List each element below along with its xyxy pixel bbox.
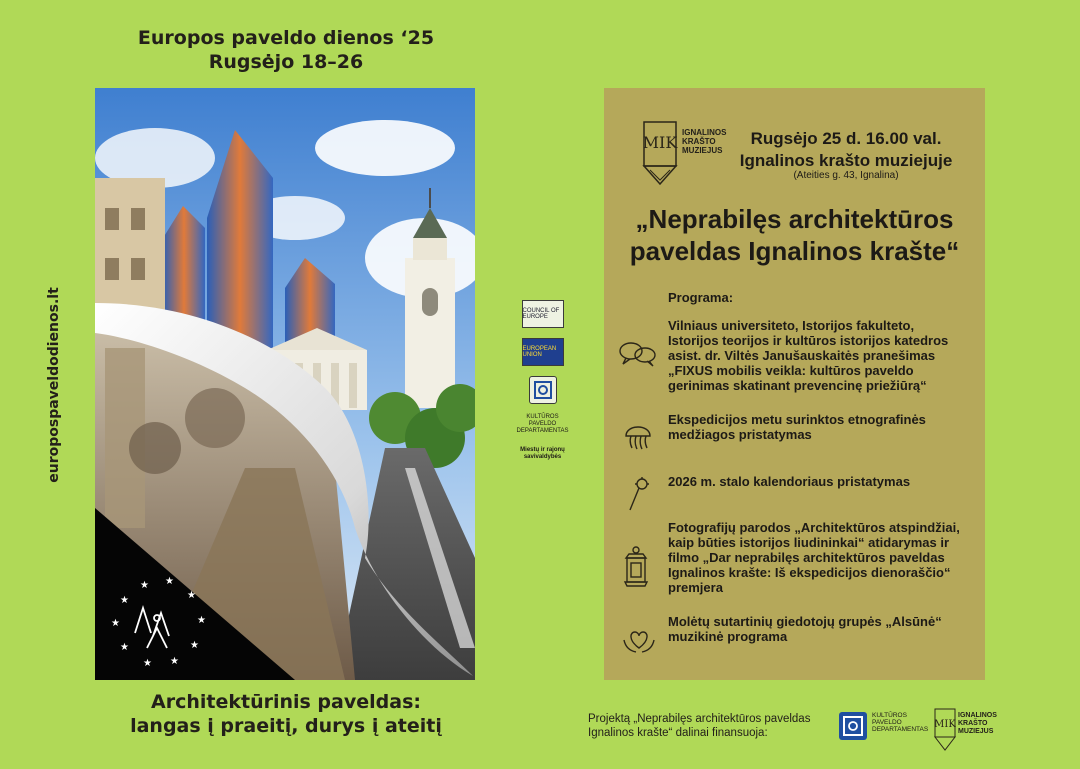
funder-mik-letters: MIK	[934, 719, 956, 730]
kpd-label: KULTŪROS PAVELDO DEPARTAMENTAS	[516, 414, 569, 434]
svg-text:★: ★	[111, 618, 120, 629]
kpd-emblem-icon	[533, 380, 553, 400]
event-venue: Ignalinos krašto muziejuje	[739, 151, 953, 170]
museum-emblem-icon	[642, 120, 678, 186]
funder-mik-line-3: MUZIEJUS	[958, 728, 994, 735]
partner-logos	[515, 300, 570, 473]
jellyfish-icon	[622, 420, 654, 457]
event-title	[604, 203, 985, 267]
event-title-line-1: „Neprabilęs architektūros	[635, 204, 954, 234]
heart-hands-icon	[622, 626, 656, 659]
program-item-calendar: 2026 m. stalo kalendoriaus pristatymas	[668, 474, 911, 489]
museum-name-line-2: KRAŠTO	[682, 137, 716, 146]
speech-bubbles-icon	[618, 340, 658, 373]
event-datetime-venue	[730, 128, 962, 172]
kpd-logo	[529, 376, 557, 404]
museum-name-line-1: IGNALINOS	[682, 128, 727, 137]
museum-name	[682, 128, 726, 155]
municipalities-label: Miestų ir rajonų savivaldybės	[520, 447, 565, 460]
museum-letters: MIK	[642, 133, 678, 152]
funder-mik-line-2: KRAŠTO	[958, 720, 988, 727]
program-item-exhibition: Fotografijų parodos „Architektūros atspindžiai, kaip būties istorijos liudininkai“ atidarymas ir filmo „Dar neprabilęs architektūros paveldas Ignalinos krašte: Iš ekspedicijos dienoraščio“ premjera	[668, 520, 960, 595]
svg-text:★: ★	[197, 615, 206, 626]
european-union-logo	[522, 338, 564, 366]
website-url-text: europospaveldodienos.lt	[46, 287, 62, 483]
theme-title	[96, 690, 476, 738]
funder-kpd-label: KULTŪROS PAVELDO DEPARTAMENTAS	[872, 712, 929, 733]
program-heading: Programa:	[668, 290, 734, 305]
svg-text:★: ★	[190, 640, 199, 651]
festival-dates: Rugsėjo 18–26	[208, 51, 364, 73]
coe-label: COUNCIL OF EUROPE	[522, 308, 560, 320]
lantern-icon	[620, 546, 652, 595]
festival-header	[96, 26, 476, 74]
theme-line-1: Architektūrinis paveldas:	[151, 691, 421, 713]
svg-text:★: ★	[170, 656, 179, 667]
funder-mik-name	[958, 712, 997, 736]
event-address: (Ateities g. 43, Ignalina)	[793, 170, 899, 181]
program-item-music: Molėtų sutartinių giedotojų grupės „Alsūnė“ muzikinė programa	[668, 614, 942, 644]
event-title-line-2: paveldas Ignalinos krašte“	[629, 236, 960, 266]
svg-text:★: ★	[187, 590, 196, 601]
svg-text:★: ★	[120, 595, 129, 606]
program-item-ethnography: Ekspedicijos metu surinktos etnografinės medžiagos pristatymas	[668, 412, 926, 442]
magic-wand-icon	[624, 476, 654, 517]
svg-text:★: ★	[140, 580, 149, 591]
funder-mik-line-1: IGNALINOS	[958, 712, 997, 719]
event-date-time: Rugsėjo 25 d. 16.00 val.	[750, 129, 942, 148]
svg-text:★: ★	[165, 576, 174, 587]
svg-text:★: ★	[120, 642, 129, 653]
poster-illustration	[95, 88, 475, 680]
funding-statement: Projektą „Neprabilęs architektūros paveldas Ignalinos krašte“ dalinai finansuoja:	[588, 713, 811, 739]
eu-label: EUROPEAN UNION	[522, 346, 557, 358]
website-url[interactable]	[34, 287, 74, 483]
council-of-europe-logo	[522, 300, 564, 328]
program-item-lecture: Vilniaus universiteto, Istorijos fakulteto, Istorijos teorijos ir kultūros istorijos katedros asist. dr. Viltės Janušauskaitės pranešimas „FIXUS mobilis veikla: kultūros paveldo gerinimas skatinant prevencinę priežiūrą“	[668, 318, 949, 393]
funder-mik-emblem-icon	[934, 708, 956, 752]
festival-name: Europos paveldo dienos ‘25	[137, 27, 435, 49]
svg-text:★: ★	[143, 658, 152, 669]
mik-logo	[642, 120, 678, 191]
museum-name-line-3: MUZIEJUS	[682, 146, 723, 155]
funder-mik-logo	[934, 708, 956, 757]
theme-line-2: langas į praeitį, durys į ateitį	[130, 715, 442, 737]
